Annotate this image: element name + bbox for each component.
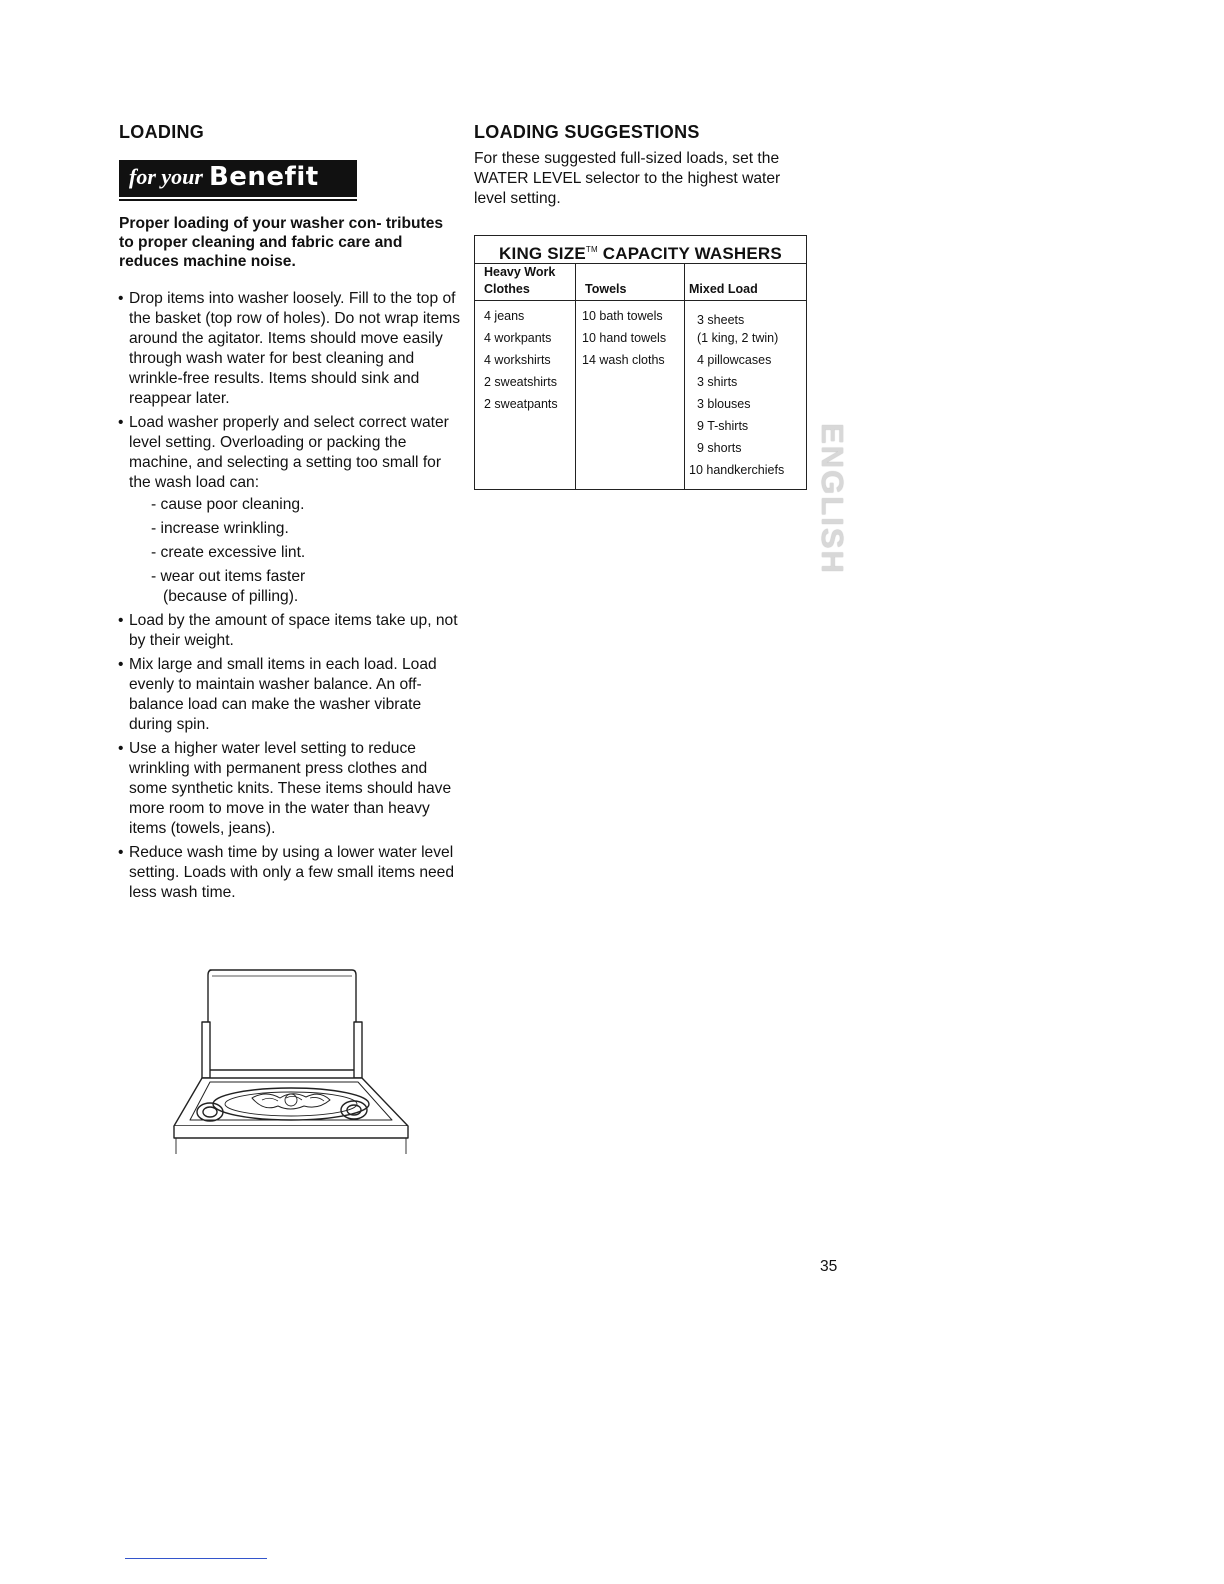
consequence-list <box>151 495 467 607</box>
list-item-text: Reduce wash time by using a lower water level setting. Loads with only a few small items need less wash time. <box>129 844 455 901</box>
column-header: Mixed Load <box>685 263 806 301</box>
list-item <box>117 611 467 651</box>
intro-paragraph: Proper loading of your washer con- tributes to proper cleaning and fabric care and reduces machine noise. <box>119 215 444 270</box>
table-title <box>475 236 806 264</box>
table-cell: 3 sheets <box>697 313 745 327</box>
table-cell: 9 T-shirts <box>697 419 749 433</box>
bullet-icon: • <box>118 844 124 861</box>
list-item <box>117 739 467 839</box>
list-item-text: Drop items into washer loosely. Fill to the top of the basket (top row of holes). Do not wrap items around the agitator. Items should move easily through wash water for best cleaning and wrinkle-free results. Items should sink and reappear later. <box>129 290 461 407</box>
table-cell: (1 king, 2 twin) <box>697 331 779 345</box>
bullet-icon: • <box>118 414 124 431</box>
page-number: 35 <box>820 1258 838 1275</box>
section-heading-loading: LOADING <box>119 122 205 142</box>
table-title-rest: CAPACITY WASHERS <box>602 244 782 263</box>
column-header: Heavy Work Clothes <box>475 263 575 301</box>
table-cell: 10 bath towels <box>582 309 663 323</box>
sub-list-item: - wear out items faster <box>151 568 306 585</box>
sub-list-item: - create excessive lint. <box>151 544 306 561</box>
table-cell: 2 sweatshirts <box>484 375 557 389</box>
table-column-mixed-load <box>685 263 806 489</box>
table-cell: 4 jeans <box>484 309 525 323</box>
list-item-text: Use a higher water level setting to reduce wrinkling with permanent press clothes and some synthetic knits. These items should have more room to move in the water than heavy items (towels, jeans). <box>129 740 452 837</box>
table-cell: 2 sweatpants <box>484 397 558 411</box>
badge-prefix: for your <box>129 164 203 189</box>
bullet-icon: • <box>118 740 124 757</box>
table-cell: 4 workshirts <box>484 353 551 367</box>
language-tab-label: ENGLISH <box>815 423 850 575</box>
table-cell: 14 wash cloths <box>582 353 665 367</box>
table-cell: 10 handkerchiefs <box>689 463 785 477</box>
table-title-main: KING SIZE <box>499 244 586 263</box>
table-cell: 4 workpants <box>484 331 552 345</box>
footer-rule <box>125 1558 267 1559</box>
sub-list-item: - cause poor cleaning. <box>151 496 305 513</box>
suggestions-paragraph: For these suggested full-sized loads, set the WATER LEVEL selector to the highest water level setting. <box>474 150 781 207</box>
column-header: Towels <box>576 263 684 301</box>
list-item <box>117 843 467 903</box>
list-item <box>117 655 467 735</box>
list-item <box>117 413 467 607</box>
list-item-text: Load washer properly and select correct water level setting. Overloading or packing the machine, and selecting a setting too small for the wash load can: <box>129 414 449 491</box>
capacity-table <box>474 235 807 490</box>
bullet-icon: • <box>118 656 124 673</box>
washer-illustration <box>170 966 412 1154</box>
table-column-heavy-work-clothes <box>475 263 576 489</box>
trademark-mark: TM <box>585 245 598 254</box>
table-cell: 3 blouses <box>697 397 751 411</box>
section-heading-loading-suggestions: LOADING SUGGESTIONS <box>474 122 700 142</box>
badge-underline <box>119 199 357 201</box>
sub-list-item: - increase wrinkling. <box>151 520 289 537</box>
list-item-text: Mix large and small items in each load. Load evenly to maintain washer balance. An off-balance load can make the washer vibrate during spin. <box>129 656 437 733</box>
table-cell: 9 shorts <box>697 441 742 455</box>
table-cell: 10 hand towels <box>582 331 667 345</box>
for-your-benefit-badge <box>119 160 357 197</box>
list-item-text: Load by the amount of space items take up, not by their weight. <box>129 612 458 649</box>
bullet-icon: • <box>118 290 124 307</box>
badge-word: Benefit <box>208 162 319 192</box>
table-column-towels <box>576 263 685 489</box>
list-item <box>117 289 467 409</box>
bullet-icon: • <box>118 612 124 629</box>
loading-tips-list <box>117 289 467 907</box>
table-cell: 3 shirts <box>697 375 738 389</box>
language-side-tab <box>815 410 850 588</box>
sub-list-item-continuation: (because of pilling). <box>163 588 299 605</box>
table-cell: 4 pillowcases <box>697 353 772 367</box>
